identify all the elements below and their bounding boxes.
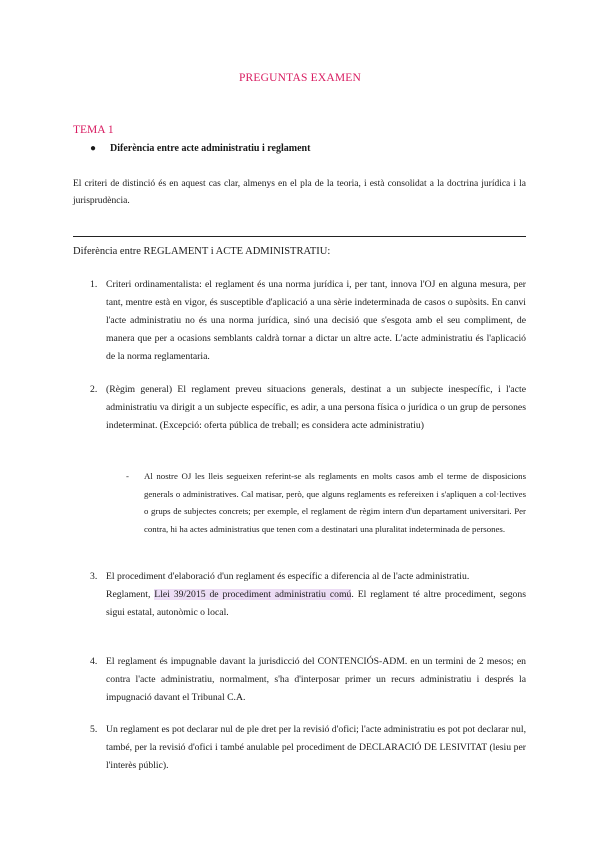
sub-bullet [126,468,526,538]
intro-paragraph: El criteri de distinció és en aquest cas clar, almenys en el pla de la teoria, i està consolidat a la doctrina jurídica i la jurisprudència. [73,179,526,206]
list-item-text-a: El procediment d'elaboració d'un reglament és específic a diferencia al de l'acte administratiu. [106,571,470,582]
list-item-text: (Règim general) El reglament preveu situacions generals, destinat a un subjecte inespecífic, i l'acte administratiu va dirigit a un subjecte específic, es adir, a una persona física o jurídica o un grup de persones indeterminat. (Excepció: oferta pública de treball; es considera acte administratiu) [106,384,526,431]
list-item-text-b-pre: Reglament, [106,589,155,600]
bullet-icon: ● [90,143,97,154]
sub-bullet-text: Al nostre OJ les lleis segueixen referint-se als reglaments en molts casos amb el terme de disposicions generals o administratives. Cal matisar, però, que alguns reglaments es refereixen i s'apliquen a col·lectives o grups de subjectes concrets; per exemple, el reglament de règim intern d'un departament universitari. Per contra, hi ha actes administratius que tenen com a destinatari una pluralitat indeterminada de persones. [144,471,526,534]
list-item-text: Criteri ordinamentalista: el reglament és una norma jurídica i, per tant, innova l'OJ en alguna mesura, per tant, mentre està en vigor, és susceptible d'aplicació a una sèrie indeterminada de casos o supòsits. En canvi l'acte administratiu no és una norma jurídica, sinó una decisió que s'esgota amb el seu compliment, de manera que per a ocasions semblants caldrà tornar a dictar un altre acte. L'acte administratiu és l'aplicació de la norma reglamentaria. [106,279,526,362]
highlighted-law: Llei 39/2015 de procediment administratiu comú [154,589,352,600]
list-item-number: 4. [90,656,98,667]
list-item-text: Un reglament es pot declarar nul de ple dret per la revisió d'ofici; l'acte administratiu es pot pot declarar nul, també, per la revisió d'ofici i també anulable pel procediment de DECLARACIÓ DE LESIVITAT (lesiu per l'interès públic). [106,724,526,771]
list-item [90,721,526,775]
bullet-heading [90,143,310,154]
list-item-text [106,568,526,622]
list-item [90,381,526,435]
list-item-number: 5. [90,724,98,735]
list-item-text: El reglament és impugnable davant la jurisdicció del CONTENCIÓS-ADM. en un termini de 2 mesos; en contra l'acte administratiu, normalment, s'ha d'interposar primer un recurs administratiu i després la impugnació davant el Tribunal C.A. [106,656,526,703]
dash-icon: - [126,471,129,481]
list-item [90,276,526,366]
subheading: Diferència entre REGLAMENT i ACTE ADMINISTRATIU: [73,246,331,257]
bullet-heading-text: Diferència entre acte administratiu i reglament [110,143,311,154]
list-item-text-b-post: . El reglament té altre procediment, segons sigui estatal, autonòmic o local. [106,589,526,618]
list-item-number: 1. [90,279,98,290]
page-title: PREGUNTAS EXAMEN [238,72,362,84]
list-item [90,568,526,622]
divider [73,236,526,237]
section-heading: TEMA 1 [73,124,114,136]
list-item-number: 2. [90,384,98,395]
list-item [90,653,526,707]
list-item-number: 3. [90,571,98,582]
